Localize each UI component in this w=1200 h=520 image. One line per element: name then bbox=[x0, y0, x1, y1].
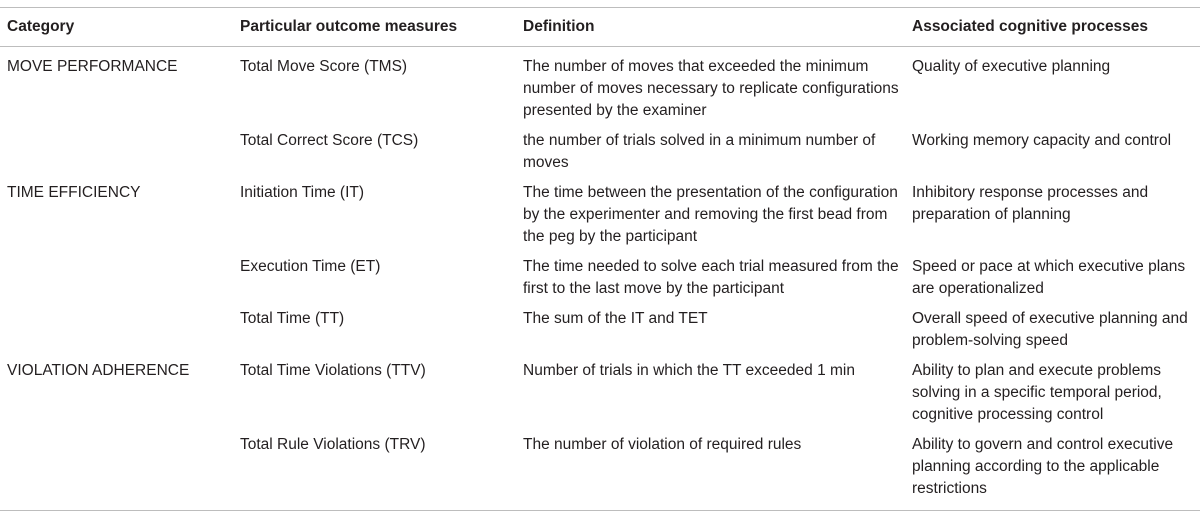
category-cell bbox=[0, 304, 233, 356]
header-category: Category bbox=[7, 18, 75, 35]
measure-cell: Initiation Time (IT) bbox=[240, 184, 365, 201]
process-cell: Quality of executive planning bbox=[912, 58, 1111, 75]
category-cell: VIOLATION ADHERENCE bbox=[7, 362, 190, 379]
measure-cell: Total Move Score (TMS) bbox=[240, 58, 408, 75]
definition-cell: The number of violation of required rules bbox=[523, 436, 802, 453]
table-row bbox=[0, 356, 1200, 430]
category-cell bbox=[0, 430, 233, 511]
header-cognitive-processes: Associated cognitive processes bbox=[912, 18, 1149, 35]
table-row bbox=[0, 252, 1200, 304]
measure-cell: Total Time Violations (TTV) bbox=[240, 362, 426, 379]
definition-cell: The time between the presentation of the configuration by the experimenter and removing the first bead from the peg by the participant bbox=[523, 184, 898, 245]
table-body bbox=[0, 47, 1200, 511]
category-cell: MOVE PERFORMANCE bbox=[7, 58, 178, 75]
definition-cell: The sum of the IT and TET bbox=[523, 310, 708, 327]
category-cell bbox=[0, 252, 233, 304]
outcome-measures-table bbox=[0, 7, 1200, 511]
header-outcome-measures: Particular outcome measures bbox=[240, 18, 458, 35]
table-row bbox=[0, 47, 1200, 127]
measure-cell: Total Time (TT) bbox=[240, 310, 345, 327]
header-row bbox=[0, 8, 1200, 47]
definition-cell: The number of moves that exceeded the minimum number of moves necessary to replicate configurations presented by the examiner bbox=[523, 58, 899, 119]
table-row bbox=[0, 430, 1200, 511]
table-row bbox=[0, 304, 1200, 356]
category-cell: TIME EFFICIENCY bbox=[7, 184, 141, 201]
category-cell bbox=[0, 126, 233, 178]
definition-cell: The time needed to solve each trial measured from the first to the last move by the participant bbox=[523, 258, 899, 297]
measure-cell: Execution Time (ET) bbox=[240, 258, 381, 275]
table-row bbox=[0, 126, 1200, 178]
measure-cell: Total Rule Violations (TRV) bbox=[240, 436, 426, 453]
process-cell: Overall speed of executive planning and problem-solving speed bbox=[912, 310, 1188, 349]
table-header bbox=[0, 8, 1200, 47]
process-cell: Inhibitory response processes and preparation of planning bbox=[912, 184, 1149, 223]
process-cell: Ability to plan and execute problems solving in a specific temporal period, cognitive processing control bbox=[912, 362, 1162, 423]
process-cell: Ability to govern and control executive planning according to the applicable restrictions bbox=[912, 436, 1174, 497]
process-cell: Working memory capacity and control bbox=[912, 132, 1172, 149]
measure-cell: Total Correct Score (TCS) bbox=[240, 132, 419, 149]
table-row bbox=[0, 178, 1200, 252]
header-definition: Definition bbox=[523, 18, 595, 35]
definition-cell: the number of trials solved in a minimum number of moves bbox=[523, 132, 876, 171]
definition-cell: Number of trials in which the TT exceeded 1 min bbox=[523, 362, 855, 379]
process-cell: Speed or pace at which executive plans are operationalized bbox=[912, 258, 1186, 297]
